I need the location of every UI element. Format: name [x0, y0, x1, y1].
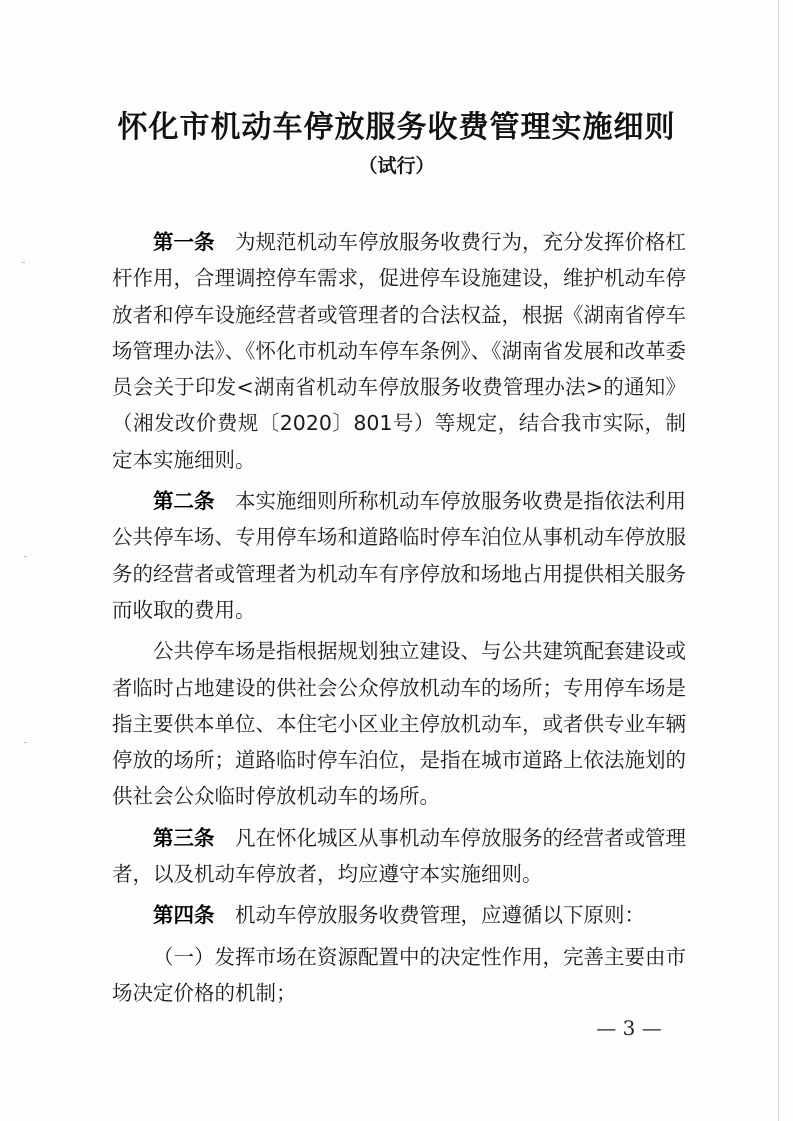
scan-speck [24, 742, 27, 743]
article-3 [112, 820, 686, 893]
article-label: 第四条 [153, 903, 215, 928]
article-text: 公共停车场是指根据规划独立建设、与公共建筑配套建设或者临时占地建设的供社会公众停放机动车的场所；专用停车场是指主要供本单位、本住宅小区业主停放机动车，或者供专业车辆停放的场所；道路临时停车泊位，是指在城市道路上依法施划的供社会公众临时停放机动车的场所。 [112, 639, 686, 809]
document-body [112, 224, 686, 1016]
article-2-definitions [112, 633, 686, 814]
article-2 [112, 483, 686, 628]
article-text: （一）发挥市场在资源配置中的决定性作用，完善主要由市场决定价格的机制； [112, 944, 686, 1005]
article-label: 第一条 [153, 230, 215, 254]
scan-speck [22, 262, 25, 263]
document-title: 怀化市机动车停放服务收费管理实施细则 [117, 110, 676, 145]
article-label: 第三条 [153, 825, 215, 850]
article-text: 本实施细则所称机动车停放服务收费是指依法利用公共停车场、专用停车场和道路临时停车泊位从事机动车停放服务的经营者或管理者为机动车有序停放和场地占用提供相关服务而收取的费用。 [112, 489, 686, 622]
article-label: 第二条 [153, 489, 215, 514]
article-text: 凡在怀化城区从事机动车停放服务的经营者或管理者，以及机动车停放者，均应遵守本实施细则。 [112, 825, 686, 887]
article-4 [112, 897, 686, 933]
document-subtitle: （试行） [358, 155, 435, 177]
scan-speck [24, 556, 27, 557]
article-1 [112, 224, 686, 478]
article-text: 为规范机动车停放服务收费行为，充分发挥价格杠杆作用，合理调控停车需求，促进停车设施建设，维护机动车停放者和停车设施经营者或管理者的合法权益，根据《湖南省停车场管理办法》、《怀化市机动车停车条例》、《湖南省发展和改革委员会关于印发<湖南省机动车停放服务收费管理办法>的通知》（湘发改价费规〔2020〕801号）等规定，结合我市实际，制定本实施细则。 [112, 230, 686, 472]
article-4-item-1 [112, 939, 686, 1012]
page-number: — 3 — [596, 1016, 662, 1040]
article-text: 机动车停放服务收费管理，应遵循以下原则： [235, 903, 645, 928]
